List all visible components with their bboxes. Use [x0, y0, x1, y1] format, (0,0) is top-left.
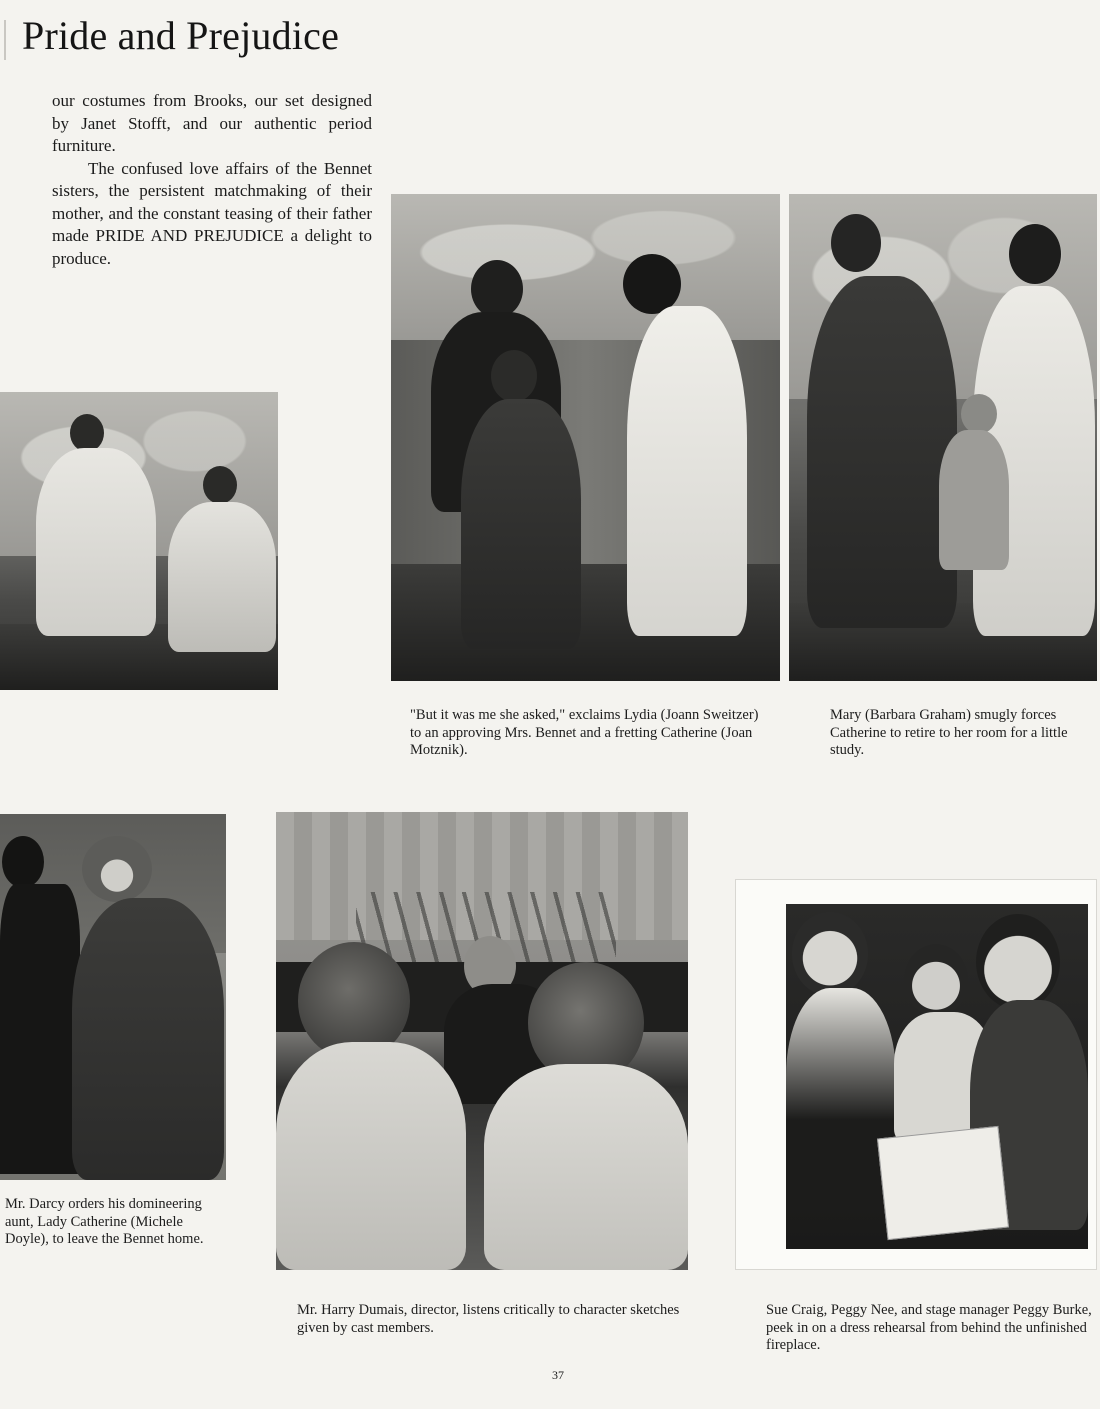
page-binding-edge — [4, 20, 6, 60]
figure-seated-woman — [168, 502, 276, 652]
figure-standing-woman-white-gown — [36, 448, 156, 636]
photo-two-women-on-stage — [0, 392, 278, 690]
photo-darcy-lady-catherine — [0, 814, 226, 1180]
page-title: Pride and Prejudice — [22, 13, 340, 58]
caption-mary: Mary (Barbara Graham) smugly forces Catherine to retire to her room for a little study. — [830, 707, 1068, 758]
figure-background-girl — [939, 430, 1009, 570]
figure-mr-darcy — [0, 884, 80, 1174]
figure-seated-woman-patterned — [461, 399, 581, 649]
photo-mary-scene — [789, 194, 1097, 681]
intro-paragraph-1: our costumes from Brooks, our set designed by Janet Stofft, and our authentic period furniture. — [52, 91, 372, 155]
intro-paragraph-2: The confused love affairs of the Bennet sisters, the persistent matchmaking of their mother, and the constant teasing of their father made PRIDE AND PREJUDICE a delight to produce. — [52, 158, 372, 268]
script-book — [877, 1126, 1009, 1240]
figure-cast-member-right — [484, 1064, 688, 1270]
caption-crew: Sue Craig, Peggy Nee, and stage manager Peggy Burke, peek in on a dress rehearsal from behind the unfinished fireplace. — [766, 1302, 1092, 1353]
figure-sue-craig — [786, 988, 896, 1208]
figure-lady-catherine — [72, 898, 224, 1180]
bonnet — [82, 836, 152, 902]
figure-dancing-woman-white — [627, 306, 747, 636]
photo-director-listening — [276, 812, 688, 1270]
caption-director: Mr. Harry Dumais, director, listens critically to character sketches given by cast members. — [297, 1302, 680, 1336]
intro-text — [52, 90, 372, 270]
figure-mary-dark-gown — [807, 276, 957, 628]
page-number: 37 — [552, 1368, 564, 1382]
photo-crew-peeking — [786, 904, 1088, 1249]
caption-darcy: Mr. Darcy orders his domineering aunt, Lady Catherine (Michele Doyle), to leave the Bennet home. — [5, 1196, 204, 1247]
photo-lydia-scene — [391, 194, 780, 681]
caption-lydia: "But it was me she asked," exclaims Lydia (Joann Sweitzer) to an approving Mrs. Bennet and a fretting Catherine (Joan Motznik). — [410, 707, 759, 758]
figure-cast-member-left — [276, 1042, 466, 1270]
